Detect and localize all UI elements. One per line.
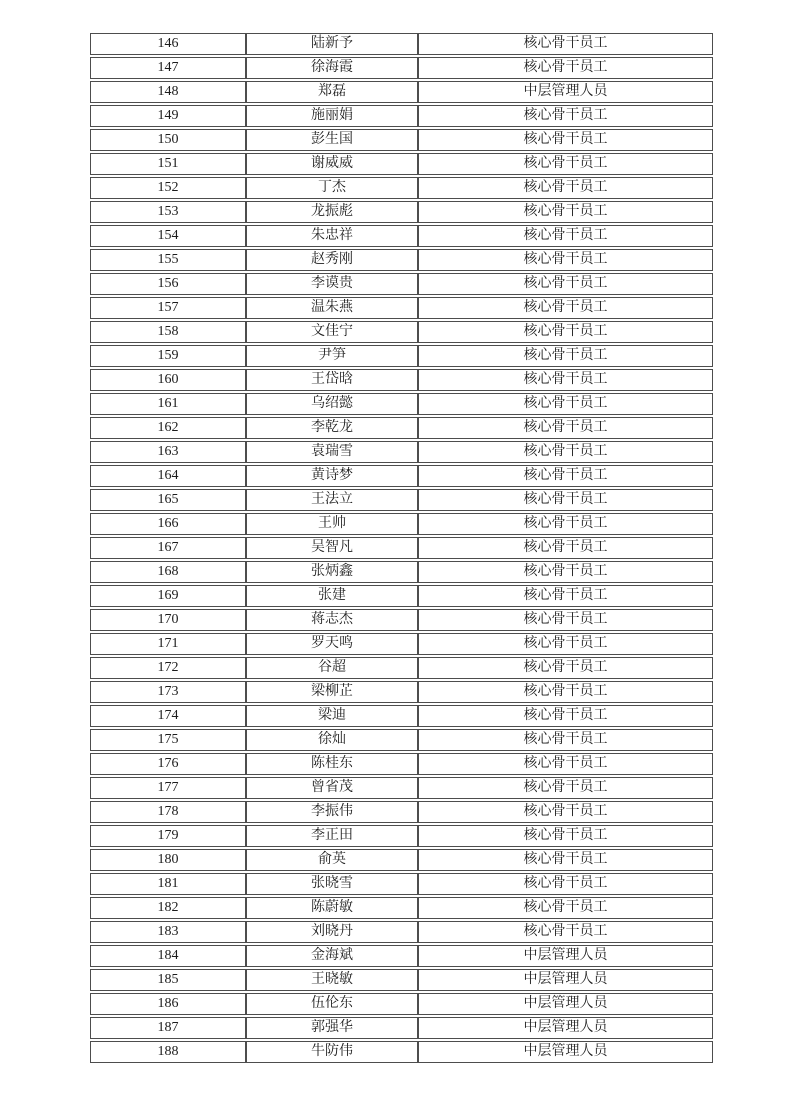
employee-category-cell: 核心骨干员工 (418, 345, 713, 367)
employee-category-cell: 核心骨干员工 (418, 753, 713, 775)
row-index-cell: 185 (90, 969, 246, 991)
employee-category-cell: 中层管理人员 (418, 969, 713, 991)
employee-name-cell: 陈桂东 (246, 753, 418, 775)
row-index-cell: 177 (90, 777, 246, 799)
employee-name-cell: 朱忠祥 (246, 225, 418, 247)
employee-roster-table (90, 31, 713, 1065)
employee-name-cell: 龙振彪 (246, 201, 418, 223)
employee-name-cell: 梁柳芷 (246, 681, 418, 703)
employee-name-cell: 张建 (246, 585, 418, 607)
row-index-cell: 161 (90, 393, 246, 415)
employee-name-cell: 曾省茂 (246, 777, 418, 799)
table-row (90, 225, 713, 247)
employee-name-cell: 金海斌 (246, 945, 418, 967)
row-index-cell: 174 (90, 705, 246, 727)
employee-category-cell: 中层管理人员 (418, 993, 713, 1015)
row-index-cell: 180 (90, 849, 246, 871)
employee-name-cell: 郑磊 (246, 81, 418, 103)
employee-category-cell: 核心骨干员工 (418, 513, 713, 535)
row-index-cell: 146 (90, 33, 246, 55)
table-row (90, 297, 713, 319)
row-index-cell: 149 (90, 105, 246, 127)
employee-name-cell: 徐海霞 (246, 57, 418, 79)
table-row (90, 681, 713, 703)
table-row (90, 129, 713, 151)
table-row (90, 777, 713, 799)
employee-name-cell: 张晓雪 (246, 873, 418, 895)
employee-category-cell: 核心骨干员工 (418, 585, 713, 607)
employee-name-cell: 罗天鸣 (246, 633, 418, 655)
employee-name-cell: 李振伟 (246, 801, 418, 823)
employee-category-cell: 核心骨干员工 (418, 681, 713, 703)
row-index-cell: 153 (90, 201, 246, 223)
employee-category-cell: 核心骨干员工 (418, 561, 713, 583)
employee-category-cell: 核心骨干员工 (418, 153, 713, 175)
employee-name-cell: 施丽娟 (246, 105, 418, 127)
employee-category-cell: 核心骨干员工 (418, 225, 713, 247)
row-index-cell: 171 (90, 633, 246, 655)
row-index-cell: 167 (90, 537, 246, 559)
row-index-cell: 186 (90, 993, 246, 1015)
row-index-cell: 152 (90, 177, 246, 199)
table-row (90, 81, 713, 103)
row-index-cell: 181 (90, 873, 246, 895)
table-row (90, 609, 713, 631)
employee-name-cell: 徐灿 (246, 729, 418, 751)
employee-name-cell: 梁迪 (246, 705, 418, 727)
employee-category-cell: 中层管理人员 (418, 1041, 713, 1063)
row-index-cell: 175 (90, 729, 246, 751)
employee-category-cell: 核心骨干员工 (418, 609, 713, 631)
row-index-cell: 160 (90, 369, 246, 391)
employee-name-cell: 吴智凡 (246, 537, 418, 559)
row-index-cell: 184 (90, 945, 246, 967)
table-row (90, 513, 713, 535)
table-row (90, 1017, 713, 1039)
employee-name-cell: 谢威威 (246, 153, 418, 175)
employee-category-cell: 核心骨干员工 (418, 657, 713, 679)
employee-name-cell: 牛防伟 (246, 1041, 418, 1063)
employee-name-cell: 彭生国 (246, 129, 418, 151)
row-index-cell: 169 (90, 585, 246, 607)
employee-name-cell: 李谟贵 (246, 273, 418, 295)
employee-name-cell: 黄诗梦 (246, 465, 418, 487)
table-row (90, 1041, 713, 1063)
employee-category-cell: 中层管理人员 (418, 945, 713, 967)
employee-category-cell: 核心骨干员工 (418, 465, 713, 487)
table-row (90, 393, 713, 415)
employee-name-cell: 王岱晗 (246, 369, 418, 391)
table-row (90, 633, 713, 655)
table-row (90, 57, 713, 79)
employee-name-cell: 袁瑞雪 (246, 441, 418, 463)
roster-table-body (90, 33, 713, 1063)
table-row (90, 921, 713, 943)
row-index-cell: 155 (90, 249, 246, 271)
employee-name-cell: 陆新予 (246, 33, 418, 55)
table-row (90, 729, 713, 751)
employee-category-cell: 核心骨干员工 (418, 273, 713, 295)
row-index-cell: 178 (90, 801, 246, 823)
employee-category-cell: 核心骨干员工 (418, 633, 713, 655)
row-index-cell: 173 (90, 681, 246, 703)
table-row (90, 849, 713, 871)
employee-name-cell: 刘晓丹 (246, 921, 418, 943)
row-index-cell: 172 (90, 657, 246, 679)
row-index-cell: 158 (90, 321, 246, 343)
table-row (90, 369, 713, 391)
table-row (90, 105, 713, 127)
row-index-cell: 151 (90, 153, 246, 175)
table-row (90, 753, 713, 775)
row-index-cell: 183 (90, 921, 246, 943)
employee-category-cell: 核心骨干员工 (418, 897, 713, 919)
table-row (90, 465, 713, 487)
table-row (90, 585, 713, 607)
employee-name-cell: 文佳宁 (246, 321, 418, 343)
employee-name-cell: 谷超 (246, 657, 418, 679)
row-index-cell: 159 (90, 345, 246, 367)
employee-category-cell: 核心骨干员工 (418, 849, 713, 871)
table-row (90, 417, 713, 439)
row-index-cell: 179 (90, 825, 246, 847)
employee-name-cell: 温朱燕 (246, 297, 418, 319)
employee-name-cell: 俞英 (246, 849, 418, 871)
employee-category-cell: 核心骨干员工 (418, 129, 713, 151)
employee-category-cell: 核心骨干员工 (418, 177, 713, 199)
table-row (90, 561, 713, 583)
employee-name-cell: 王晓敏 (246, 969, 418, 991)
employee-category-cell: 核心骨干员工 (418, 393, 713, 415)
table-row (90, 33, 713, 55)
employee-category-cell: 核心骨干员工 (418, 297, 713, 319)
employee-category-cell: 中层管理人员 (418, 81, 713, 103)
row-index-cell: 165 (90, 489, 246, 511)
employee-category-cell: 核心骨干员工 (418, 537, 713, 559)
row-index-cell: 187 (90, 1017, 246, 1039)
table-row (90, 969, 713, 991)
employee-name-cell: 李正田 (246, 825, 418, 847)
employee-name-cell: 伍伦东 (246, 993, 418, 1015)
employee-name-cell: 尹笋 (246, 345, 418, 367)
table-row (90, 345, 713, 367)
table-row (90, 153, 713, 175)
employee-name-cell: 张炳鑫 (246, 561, 418, 583)
row-index-cell: 156 (90, 273, 246, 295)
employee-category-cell: 核心骨干员工 (418, 321, 713, 343)
table-row (90, 993, 713, 1015)
table-row (90, 873, 713, 895)
row-index-cell: 188 (90, 1041, 246, 1063)
table-row (90, 441, 713, 463)
table-row (90, 537, 713, 559)
table-row (90, 945, 713, 967)
table-row (90, 489, 713, 511)
employee-category-cell: 核心骨干员工 (418, 873, 713, 895)
employee-category-cell: 核心骨干员工 (418, 489, 713, 511)
employee-name-cell: 赵秀刚 (246, 249, 418, 271)
row-index-cell: 157 (90, 297, 246, 319)
employee-category-cell: 核心骨干员工 (418, 201, 713, 223)
employee-name-cell: 陈蔚敏 (246, 897, 418, 919)
employee-category-cell: 核心骨干员工 (418, 33, 713, 55)
table-row (90, 249, 713, 271)
employee-name-cell: 丁杰 (246, 177, 418, 199)
employee-category-cell: 核心骨干员工 (418, 441, 713, 463)
employee-name-cell: 李乾龙 (246, 417, 418, 439)
employee-category-cell: 核心骨干员工 (418, 705, 713, 727)
row-index-cell: 163 (90, 441, 246, 463)
employee-name-cell: 郭强华 (246, 1017, 418, 1039)
row-index-cell: 164 (90, 465, 246, 487)
employee-category-cell: 核心骨干员工 (418, 369, 713, 391)
employee-name-cell: 王帅 (246, 513, 418, 535)
row-index-cell: 162 (90, 417, 246, 439)
employee-category-cell: 核心骨干员工 (418, 777, 713, 799)
row-index-cell: 166 (90, 513, 246, 535)
employee-name-cell: 乌绍懿 (246, 393, 418, 415)
employee-category-cell: 核心骨干员工 (418, 57, 713, 79)
employee-category-cell: 核心骨干员工 (418, 921, 713, 943)
employee-category-cell: 核心骨干员工 (418, 729, 713, 751)
row-index-cell: 150 (90, 129, 246, 151)
table-row (90, 657, 713, 679)
table-row (90, 321, 713, 343)
employee-category-cell: 中层管理人员 (418, 1017, 713, 1039)
employee-category-cell: 核心骨干员工 (418, 105, 713, 127)
employee-name-cell: 王法立 (246, 489, 418, 511)
employee-category-cell: 核心骨干员工 (418, 417, 713, 439)
table-row (90, 177, 713, 199)
table-row (90, 201, 713, 223)
employee-name-cell: 蒋志杰 (246, 609, 418, 631)
employee-category-cell: 核心骨干员工 (418, 801, 713, 823)
table-row (90, 825, 713, 847)
row-index-cell: 148 (90, 81, 246, 103)
row-index-cell: 170 (90, 609, 246, 631)
row-index-cell: 147 (90, 57, 246, 79)
row-index-cell: 154 (90, 225, 246, 247)
row-index-cell: 182 (90, 897, 246, 919)
employee-category-cell: 核心骨干员工 (418, 825, 713, 847)
employee-category-cell: 核心骨干员工 (418, 249, 713, 271)
table-row (90, 801, 713, 823)
row-index-cell: 168 (90, 561, 246, 583)
table-row (90, 705, 713, 727)
table-row (90, 273, 713, 295)
table-row (90, 897, 713, 919)
row-index-cell: 176 (90, 753, 246, 775)
